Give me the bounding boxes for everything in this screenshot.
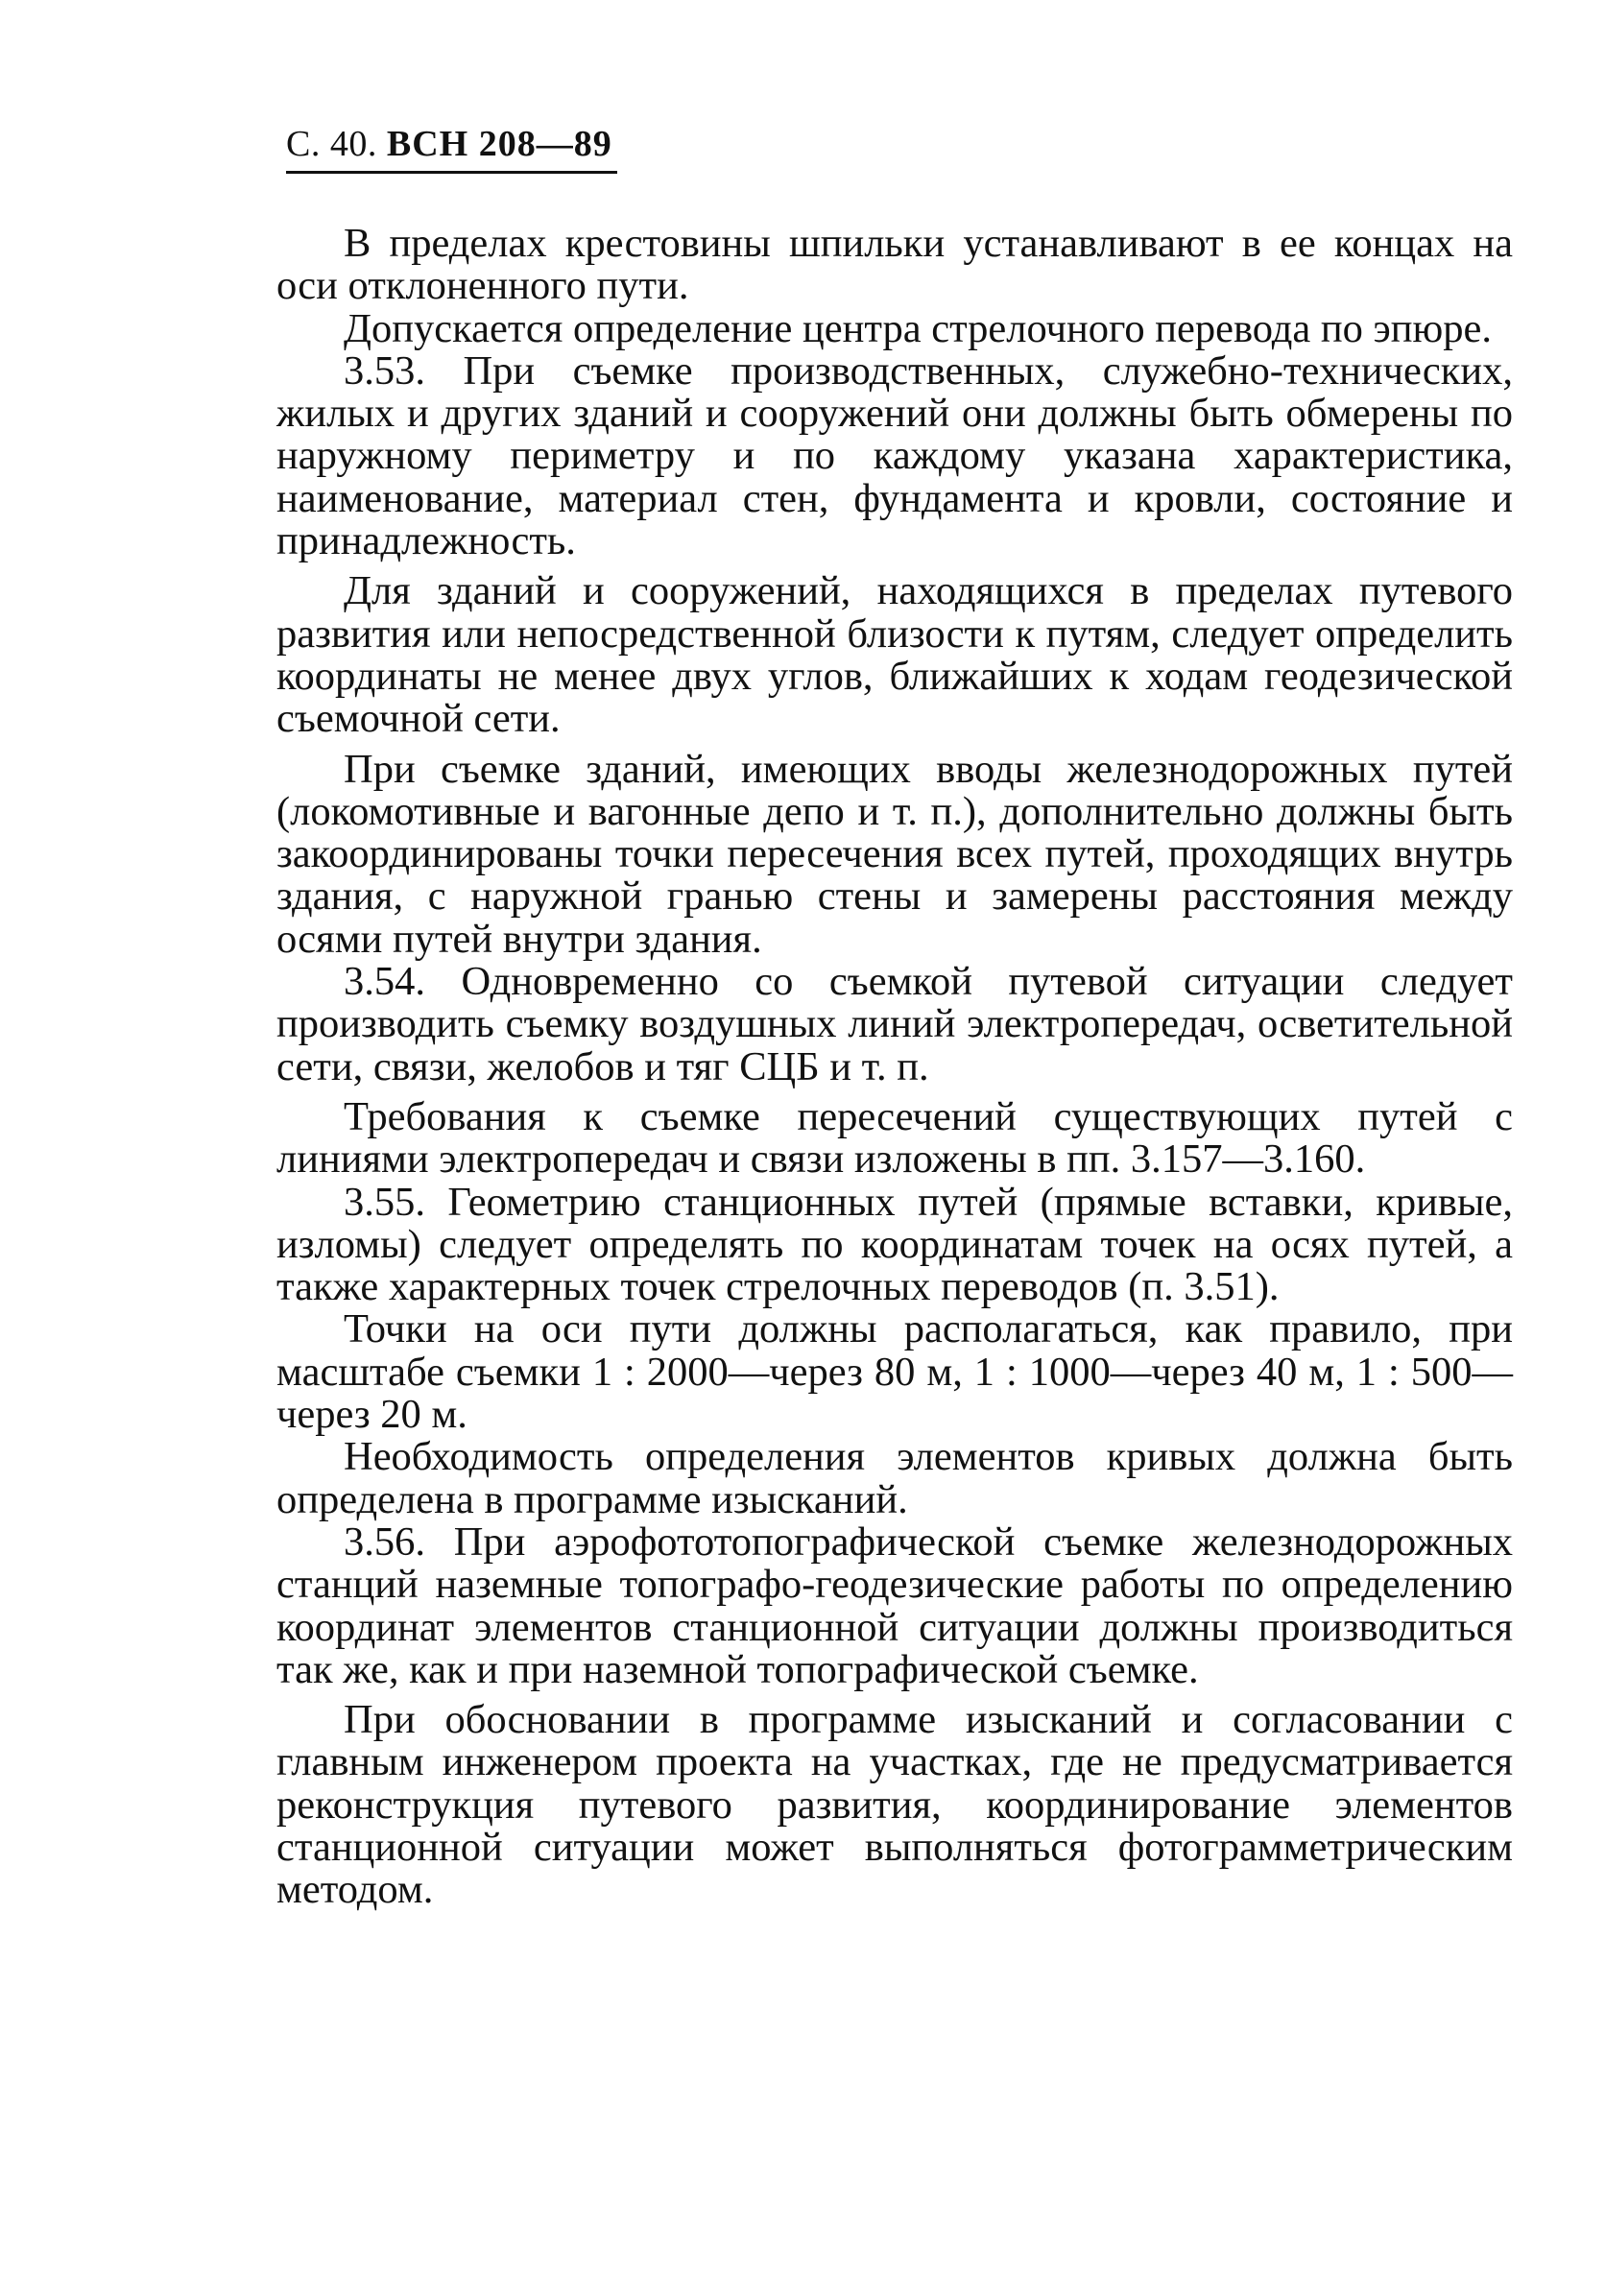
paragraph-3-56: 3.56. При аэрофототопографической съемке железнодорожных станций наземные топографо-геодезические работы по определению координат элементов станционной ситуации должны производиться так же, как и при наземной топографической съемке. (276, 1519, 1513, 1692)
paragraph-3-53: 3.53. При съемке производственных, служебно-технических, жилых и других зданий и сооружений они должны быть обмерены по наружному периметру и по каждому указана характеристика, наименование, материал стен, фундамента и кровли, состояние и принадлежность. (276, 347, 1513, 564)
header-rule (286, 171, 617, 174)
paragraph-axis-points: Точки на оси пути должны располагаться, как правило, при масштабе съемки 1 : 2000—через 80 м, 1 : 1000—через 40 м, 1 : 500—через 20 м. (276, 1306, 1513, 1438)
paragraph-frog-pins: В пределах крестовины шпильки устанавливают в ее концах на оси отклоненного пути. (276, 221, 1513, 309)
paragraph-3-55: 3.55. Геометрию станционных путей (прямые вставки, кривые, изломы) следует определять по координатам точек на осях путей, а также характерных точек стрелочных переводов (п. 3.51). (276, 1179, 1513, 1310)
paragraph-crossings: Требования к съемке пересечений существующих путей с линиями электропередач и связи изложены в пп. 3.157—3.160. (276, 1093, 1513, 1183)
paragraph-photogrammetry: При обосновании в программе изысканий и согласовании с главным инженером проекта на участках, где не предусматривается реконструкция путевого развития, координирование элементов станционной ситуации может выполняться фотограмметрическим методом. (276, 1697, 1513, 1913)
running-header (286, 123, 612, 165)
paragraph-building-tracks: При съемке зданий, имеющих вводы железнодорожных путей (локомотивные и вагонные депо и т. п.), дополнительно должны быть закоординированы точки пересечения всех путей, проходящих внутрь здания, с наружной гранью стены и замерены расстояния между осями путей внутри здания. (276, 746, 1513, 962)
paragraph-building-coordinates: Для зданий и сооружений, находящихся в пределах путевого развития или непосредственной близости к путям, следует определить координаты не менее двух углов, ближайших к ходам геодезической съемочной сети. (276, 568, 1513, 742)
paragraph-switch-center: Допускается определение центра стрелочного перевода по эпюре. (344, 305, 1492, 351)
page-number: С. 40. (286, 124, 377, 164)
paragraph-curve-elements: Необходимость определения элементов кривых должна быть определена в программе изысканий. (276, 1434, 1513, 1522)
paragraph-3-54: 3.54. Одновременно со съемкой путевой ситуации следует производить съемку воздушных линий электропередач, осветительной сети, связи, желобов и тяг СЦБ и т. п. (276, 959, 1513, 1089)
body-text (276, 223, 1513, 1912)
document-code: ВСН 208—89 (386, 124, 612, 164)
